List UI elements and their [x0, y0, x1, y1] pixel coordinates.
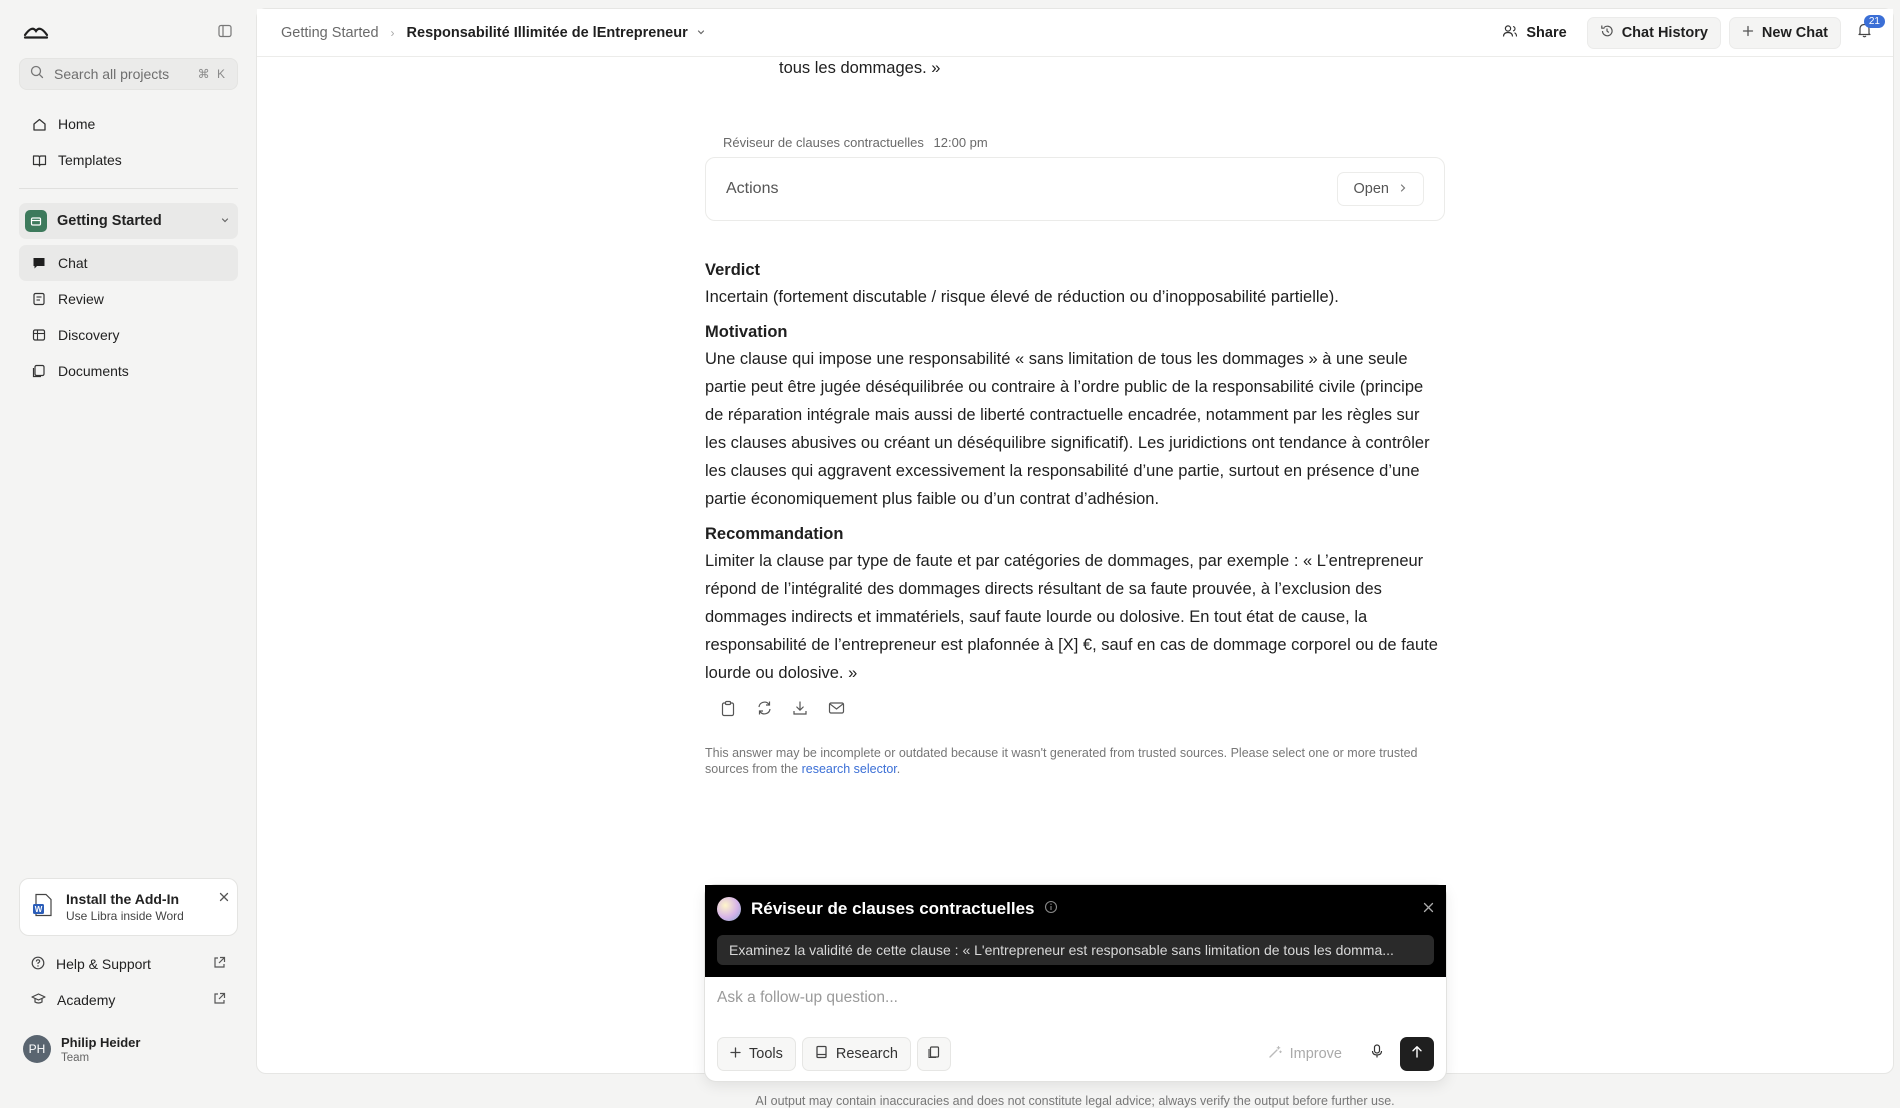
word-icon — [32, 893, 54, 922]
main-panel — [256, 8, 1894, 1108]
mail-icon[interactable] — [825, 697, 847, 719]
section-heading: Recommandation — [705, 525, 844, 543]
sidebar-divider — [19, 188, 238, 189]
avatar: PH — [23, 1035, 51, 1063]
table-icon — [31, 327, 47, 343]
agent-orb-icon — [717, 897, 741, 921]
notification-badge: 21 — [1864, 15, 1885, 28]
nav-item-discovery[interactable] — [19, 317, 238, 353]
followup-input[interactable]: Ask a follow-up question... — [717, 989, 898, 1006]
research-button[interactable] — [802, 1037, 911, 1071]
project-selector[interactable] — [19, 203, 238, 239]
addin-title: Install the Add-In — [66, 891, 180, 907]
section-heading: Motivation — [705, 323, 788, 341]
user-name: Philip Heider — [61, 1034, 141, 1050]
help-support-link[interactable] — [19, 946, 238, 982]
microphone-button[interactable] — [1360, 1037, 1394, 1071]
sidebar — [11, 8, 246, 1074]
graduation-cap-icon — [31, 992, 46, 1009]
search-shortcut: ⌘ K — [197, 67, 227, 81]
share-button[interactable] — [1490, 17, 1578, 49]
chat-icon — [31, 255, 47, 271]
nav-item-home[interactable] — [19, 106, 238, 142]
chevron-right-icon — [1399, 181, 1407, 197]
search-icon — [30, 65, 44, 84]
new-chat-button[interactable] — [1729, 17, 1841, 49]
research-label: Research — [835, 1046, 898, 1062]
arrow-up-icon — [1411, 1045, 1423, 1063]
research-selector-link[interactable]: research selector — [801, 762, 897, 776]
previous-message-tail: tous les dommages. » — [779, 59, 941, 77]
project-icon — [25, 210, 47, 232]
magic-wand-icon — [1268, 1045, 1282, 1063]
download-icon[interactable] — [789, 697, 811, 719]
external-link-icon — [213, 992, 226, 1008]
clipboard-icon[interactable] — [717, 697, 739, 719]
nav-label: Templates — [58, 152, 122, 168]
agent-row — [717, 897, 1434, 921]
chevron-down-icon — [220, 213, 230, 229]
addin-subtitle: Use Libra inside Word — [66, 909, 184, 923]
notifications-button[interactable] — [1849, 17, 1879, 49]
search-placeholder: Search all projects — [54, 66, 170, 82]
addin-text — [66, 891, 184, 923]
disclaimer-end: . — [896, 762, 901, 776]
users-icon — [1502, 24, 1518, 42]
actions-card — [705, 157, 1445, 221]
search-input[interactable] — [19, 58, 238, 90]
improve-button[interactable] — [1256, 1045, 1354, 1063]
user-info — [61, 1035, 140, 1064]
nav-item-review[interactable] — [19, 281, 238, 317]
main-nav — [11, 106, 246, 178]
nav-item-templates[interactable] — [19, 142, 238, 178]
message-meta — [723, 135, 988, 150]
new-chat-label: New Chat — [1761, 24, 1828, 41]
open-button[interactable] — [1337, 172, 1424, 206]
tools-button[interactable] — [717, 1037, 796, 1071]
close-icon[interactable] — [219, 889, 229, 907]
microphone-icon — [1371, 1044, 1383, 1064]
agent-prompt: Examinez la validité de cette clause : « L'entrepreneur est responsable sans limitation de tous les domma... — [717, 935, 1434, 965]
composer — [704, 884, 1447, 1082]
plus-icon — [1742, 25, 1754, 41]
chat-history-button[interactable] — [1587, 17, 1721, 49]
topbar-actions — [1490, 17, 1893, 49]
home-icon — [31, 116, 47, 132]
academy-link[interactable] — [19, 982, 238, 1018]
book-icon — [815, 1045, 828, 1063]
breadcrumb-chat[interactable] — [407, 25, 706, 41]
plus-icon — [730, 1046, 741, 1062]
external-link-icon — [213, 956, 226, 972]
breadcrumb-project[interactable]: Getting Started — [281, 24, 379, 41]
user-role: Team — [61, 1051, 90, 1064]
logo-icon[interactable] — [23, 23, 49, 39]
agent-header — [705, 885, 1446, 977]
documents-icon — [31, 363, 47, 379]
improve-label: Improve — [1289, 1046, 1342, 1062]
user-profile[interactable] — [11, 1024, 246, 1074]
help-icon — [31, 956, 45, 973]
book-icon — [31, 152, 47, 168]
sidebar-spacer — [11, 389, 246, 878]
assistant-answer — [705, 257, 1445, 687]
open-label: Open — [1353, 181, 1389, 197]
help-label: Help & Support — [56, 956, 151, 972]
project-name: Getting Started — [57, 213, 162, 229]
agent-name: Réviseur de clauses contractuelles — [723, 135, 924, 150]
nav-label: Discovery — [58, 327, 120, 343]
chat-thread — [257, 57, 1893, 1108]
disclaimer-text: This answer may be incomplete or outdated because it wasn't generated from trusted sources. Please select one or more trusted sources from the — [705, 746, 1418, 776]
send-button[interactable] — [1400, 1037, 1434, 1071]
section-body: Limiter la clause par type de faute et par catégories de dommages, par exemple : « L’entrepreneur répond de l’intégralité des dommages directs résultant de sa faute prouvée, à l’exclusion des dommages indirects et immatériels, sauf faute lourde ou dolosive. En tout état de cause, la responsabilité de l’entrepreneur est plafonnée à [X] €, sauf en cas de dommage corporel ou de faute lourde ou dolosive. » — [705, 552, 1438, 682]
sidebar-toggle-icon[interactable] — [214, 20, 236, 42]
share-label: Share — [1526, 24, 1567, 41]
attach-document-button[interactable] — [917, 1037, 951, 1071]
composer-toolbar — [717, 1037, 1434, 1071]
ai-disclaimer: AI output may contain inaccuracies and does not constitute legal advice; always verify the output before further use. — [755, 1094, 1395, 1108]
nav-label: Review — [58, 291, 104, 307]
section-body: Une clause qui impose une responsabilité « sans limitation de tous les dommages » à une seule partie peut être jugée déséquilibrée ou contraire à l’ordre public de la responsabilité civile (principe de réparation intégrale mais aussi de liberté contractuelle encadrée, notamment par les règles sur les clauses abusives ou créant un déséquilibre significatif). Les juridictions ont tendance à contrôler les clauses qui aggravent excessivement la responsabilité d’une partie, surtout en présence d’une partie économiquement plus faible ou d’un contrat d’adhésion. — [705, 350, 1430, 508]
history-icon — [1600, 24, 1614, 42]
tools-label: Tools — [749, 1046, 783, 1062]
agent-title: Réviseur de clauses contractuelles — [751, 899, 1035, 918]
message-time: 12:00 pm — [933, 135, 988, 150]
chevron-down-icon — [696, 25, 706, 41]
nav-label: Chat — [58, 255, 88, 271]
source-disclaimer — [705, 745, 1445, 777]
section-body: Incertain (fortement discutable / risque élevé de réduction ou d’inopposabilité partielle). — [705, 288, 1339, 306]
addin-card[interactable] — [19, 878, 238, 936]
close-icon[interactable] — [1423, 900, 1434, 918]
review-icon — [31, 291, 47, 307]
chat-title: Responsabilité Illimitée de lEntrepreneur — [406, 24, 688, 41]
info-icon[interactable] — [1044, 900, 1058, 919]
svg-text:W: W — [34, 904, 43, 914]
chat-history-label: Chat History — [1621, 24, 1708, 41]
nav-label: Home — [58, 116, 96, 132]
answer-actions — [717, 697, 847, 719]
sidebar-header — [11, 8, 246, 54]
actions-label: Actions — [726, 180, 779, 197]
nav-item-chat[interactable] — [19, 245, 238, 281]
academy-label: Academy — [57, 992, 116, 1008]
breadcrumb-separator-icon: › — [390, 25, 395, 40]
nav-label: Documents — [58, 363, 129, 379]
document-icon — [927, 1045, 941, 1063]
topbar — [257, 9, 1893, 57]
nav-item-documents[interactable] — [19, 353, 238, 389]
section-heading: Verdict — [705, 261, 761, 279]
refresh-icon[interactable] — [753, 697, 775, 719]
